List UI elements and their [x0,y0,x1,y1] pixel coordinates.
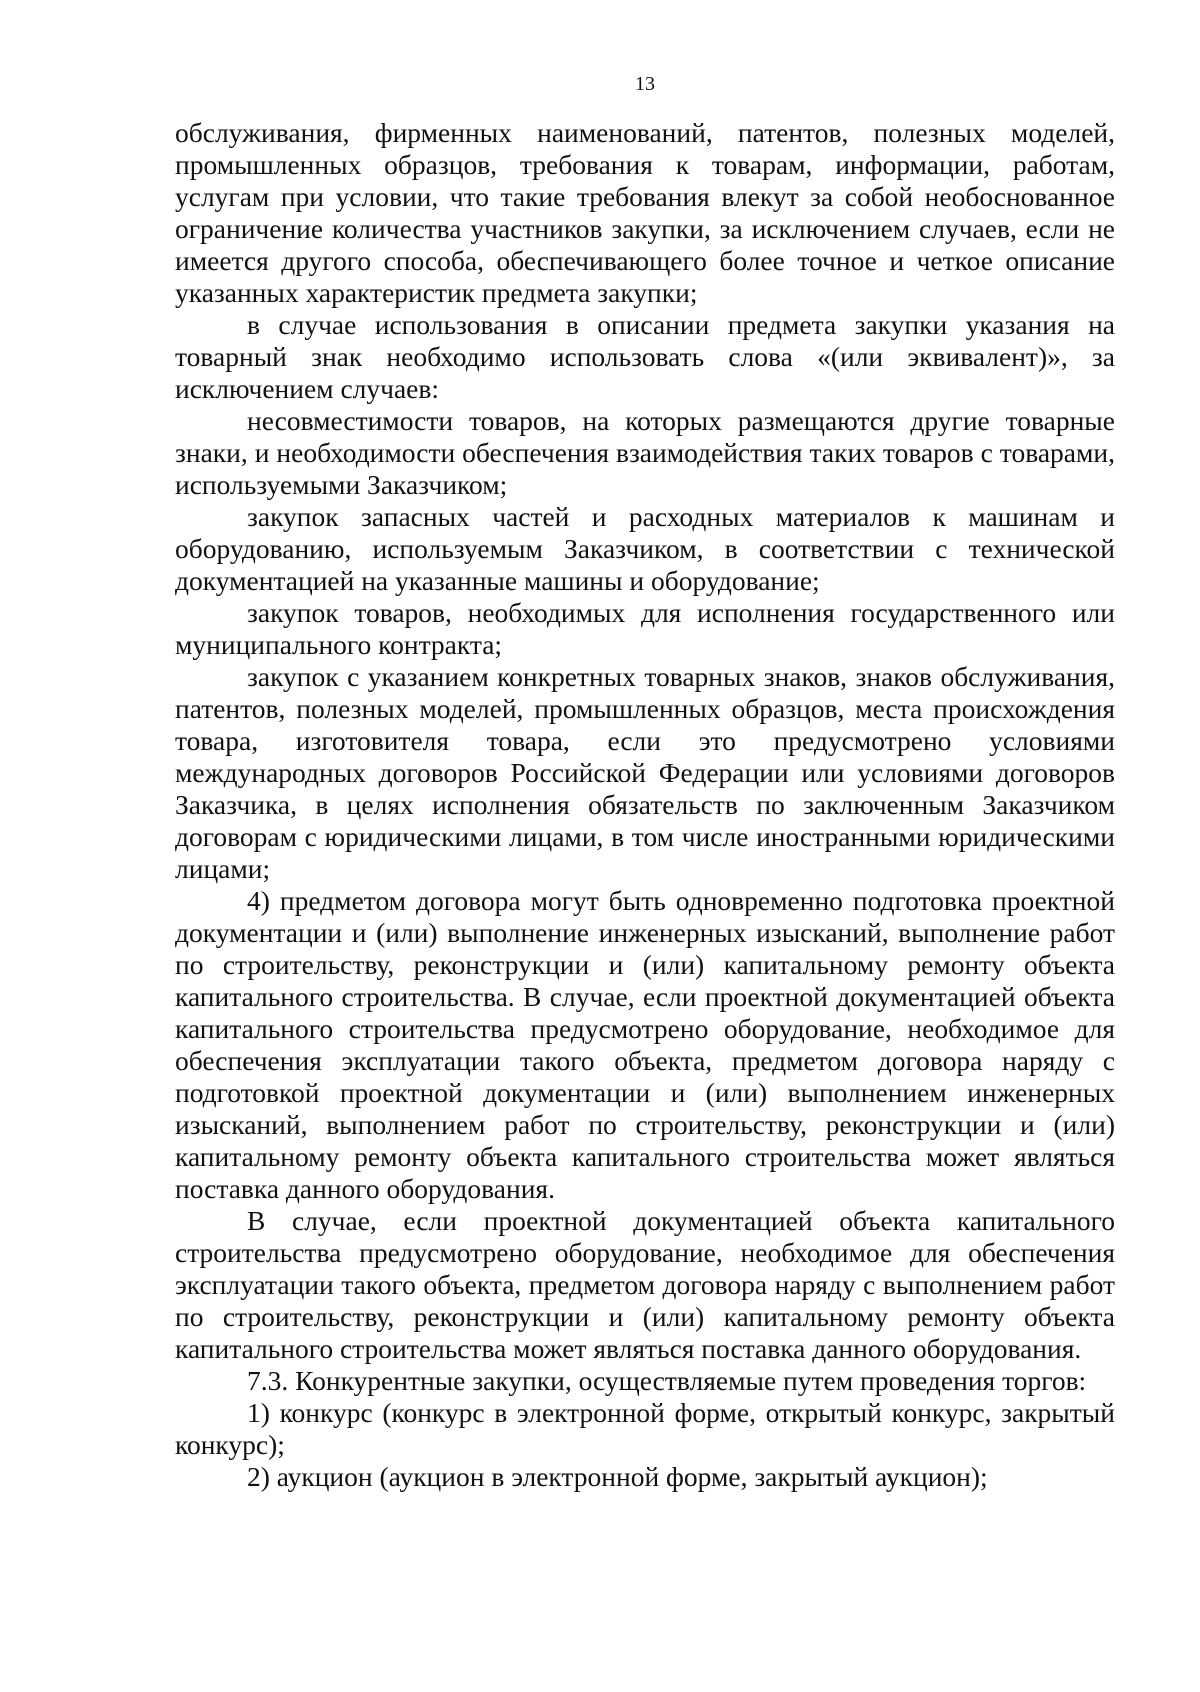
page-number: 13 [635,73,655,95]
paragraph: 4) предметом договора могут быть одновременно подготовка проектной документации и (или) выполнение инженерных изысканий, выполнение работ по строительству, реконструкции и (или) капитальному ремонту объекта капитального строительства. В случае, если проектной документацией объекта капитального строительства предусмотрено оборудование, необходимое для обеспечения эксплуатации такого объекта, предметом договора наряду с подготовкой проектной документации и (или) выполнением инженерных изысканий, выполнением работ по строительству, реконструкции и (или) капитальному ремонту объекта капитального строительства может являться поставка данного оборудования. [175,885,1115,1204]
paragraph: несовместимости товаров, на которых размещаются другие товарные знаки, и необходимости обеспечения взаимодействия таких товаров с товарами, используемыми Заказчиком; [175,405,1115,500]
paragraph: В случае, если проектной документацией объекта капитального строительства предусмотрено оборудование, необходимое для обеспечения эксплуатации такого объекта, предметом договора наряду с выполнением работ по строительству, реконструкции и (или) капитальному ремонту объекта капитального строительства может являться поставка данного оборудования. [175,1205,1115,1364]
paragraph: 1) конкурс (конкурс в электронной форме, открытый конкурс, закрытый конкурс); [175,1397,1115,1460]
paragraph: закупок запасных частей и расходных материалов к машинам и оборудованию, используемым Заказчиком, в соответствии с технической документацией на указанные машины и оборудование; [175,501,1115,596]
paragraph: в случае использования в описании предмета закупки указания на товарный знак необходимо использовать слова «(или эквивалент)», за исключением случаев: [175,309,1115,404]
paragraph: 2) аукцион (аукцион в электронной форме, закрытый аукцион); [247,1461,988,1492]
paragraph: 7.3. Конкурентные закупки, осуществляемые путем проведения торгов: [247,1365,1087,1396]
paragraph: закупок товаров, необходимых для исполнения государственного или муниципального контракта; [175,597,1115,660]
document-body [175,117,1115,1493]
paragraph: закупок с указанием конкретных товарных знаков, знаков обслуживания, патентов, полезных моделей, промышленных образцов, места происхождения товара, изготовителя товара, если это предусмотрено условиями международных договоров Российской Федерации или условиями договоров Заказчика, в целях исполнения обязательств по заключенным Заказчиком договорам с юридическими лицами, в том числе иностранными юридическими лицами; [175,661,1115,884]
paragraph: обслуживания, фирменных наименований, патентов, полезных моделей, промышленных образцов, требования к товарам, информации, работам, услугам при условии, что такие требования влекут за собой необоснованное ограничение количества участников закупки, за исключением случаев, если не имеется другого способа, обеспечивающего более точное и четкое описание указанных характеристик предмета закупки; [175,117,1115,308]
